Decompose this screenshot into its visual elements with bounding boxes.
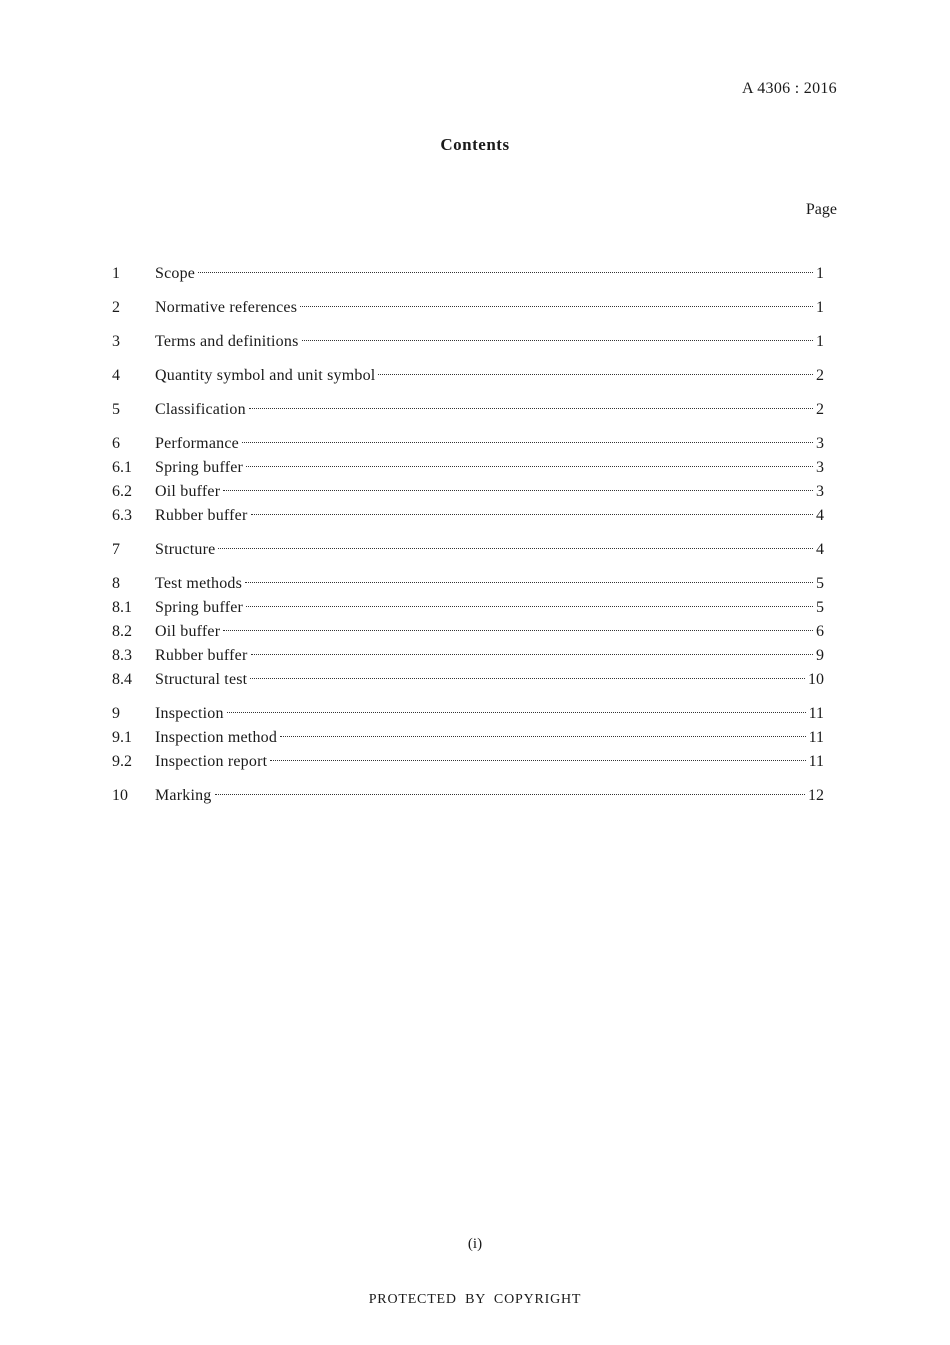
page-title: Contents (440, 135, 510, 154)
toc-leader (300, 306, 813, 307)
toc-label: Performance (155, 435, 239, 452)
toc-entry[interactable] (112, 432, 824, 456)
toc-entry[interactable] (112, 364, 824, 388)
toc-label: Classification (155, 401, 246, 418)
toc-entry[interactable] (112, 750, 824, 774)
toc-label: Inspection method (155, 729, 278, 746)
toc-label: Marking (155, 787, 212, 804)
toc-page: 1 (816, 265, 824, 282)
toc-page: 4 (816, 541, 824, 558)
toc-leader (223, 630, 813, 631)
toc-leader (302, 340, 814, 341)
toc-entry[interactable] (112, 538, 824, 562)
toc-leader (250, 678, 805, 679)
toc-number: 6 (112, 435, 120, 452)
toc-entry[interactable] (112, 330, 824, 354)
toc-number: 9 (112, 705, 120, 722)
toc-label: Test methods (155, 575, 243, 592)
toc-number: 8.4 (112, 671, 132, 688)
toc-label: Inspection report (155, 753, 268, 770)
toc-leader (215, 794, 805, 795)
toc-leader (242, 442, 813, 443)
toc-leader (198, 272, 813, 273)
toc-page: 2 (816, 367, 824, 384)
toc-leader (218, 548, 813, 549)
toc-page: 1 (816, 299, 824, 316)
toc-label: Structural test (155, 671, 248, 688)
toc-page: 9 (816, 647, 824, 664)
toc-entry[interactable] (112, 456, 824, 480)
toc-label: Rubber buffer (155, 507, 248, 524)
toc-page: 1 (816, 333, 824, 350)
toc-page: 10 (808, 671, 824, 688)
toc-page: 6 (816, 623, 824, 640)
toc-leader (378, 374, 813, 375)
table-of-contents (112, 262, 824, 808)
toc-entry[interactable] (112, 572, 824, 596)
toc-number: 6.2 (112, 483, 132, 500)
toc-number: 7 (112, 541, 120, 558)
toc-number: 9.1 (112, 729, 132, 746)
toc-page: 3 (816, 435, 824, 452)
toc-entry[interactable] (112, 644, 824, 668)
toc-label: Scope (155, 265, 196, 282)
toc-label: Terms and definitions (155, 333, 299, 350)
toc-label: Normative references (155, 299, 298, 316)
toc-label: Quantity symbol and unit symbol (155, 367, 376, 384)
toc-label: Structure (155, 541, 216, 558)
toc-page: 5 (816, 575, 824, 592)
toc-label: Oil buffer (155, 483, 221, 500)
toc-label: Spring buffer (155, 599, 244, 616)
toc-number: 8 (112, 575, 120, 592)
toc-page: 3 (816, 483, 824, 500)
toc-page: 11 (808, 705, 824, 722)
toc-number: 4 (112, 367, 120, 384)
toc-entry[interactable] (112, 784, 824, 808)
toc-label: Inspection (155, 705, 224, 722)
toc-number: 2 (112, 299, 120, 316)
toc-leader (270, 760, 805, 761)
toc-label: Oil buffer (155, 623, 221, 640)
toc-number: 8.2 (112, 623, 132, 640)
copyright-notice: PROTECTED BY COPYRIGHT (368, 1292, 582, 1307)
toc-page: 3 (816, 459, 824, 476)
toc-page: 12 (808, 787, 824, 804)
page-column-label: Page (805, 201, 837, 218)
toc-number: 10 (112, 787, 128, 804)
toc-number: 9.2 (112, 753, 132, 770)
toc-entry[interactable] (112, 620, 824, 644)
page-folio: (i) (467, 1236, 483, 1252)
toc-leader (280, 736, 806, 737)
toc-leader (246, 466, 813, 467)
toc-number: 6.1 (112, 459, 132, 476)
toc-number: 8.1 (112, 599, 132, 616)
toc-number: 8.3 (112, 647, 132, 664)
toc-label: Rubber buffer (155, 647, 248, 664)
toc-leader (251, 514, 814, 515)
toc-number: 1 (112, 265, 120, 282)
toc-label: Spring buffer (155, 459, 244, 476)
toc-entry[interactable] (112, 480, 824, 504)
toc-leader (223, 490, 813, 491)
toc-entry[interactable] (112, 262, 824, 286)
toc-number: 6.3 (112, 507, 132, 524)
toc-entry[interactable] (112, 726, 824, 750)
toc-entry[interactable] (112, 596, 824, 620)
toc-page: 11 (808, 753, 824, 770)
toc-leader (227, 712, 806, 713)
toc-entry[interactable] (112, 504, 824, 528)
toc-number: 3 (112, 333, 120, 350)
toc-page: 11 (808, 729, 824, 746)
toc-entry[interactable] (112, 398, 824, 422)
toc-entry[interactable] (112, 668, 824, 692)
toc-page: 2 (816, 401, 824, 418)
toc-leader (249, 408, 813, 409)
toc-number: 5 (112, 401, 120, 418)
toc-page: 5 (816, 599, 824, 616)
toc-entry[interactable] (112, 296, 824, 320)
toc-leader (251, 654, 814, 655)
toc-page: 4 (816, 507, 824, 524)
toc-leader (245, 582, 813, 583)
toc-leader (246, 606, 813, 607)
toc-entry[interactable] (112, 702, 824, 726)
standard-number: A 4306 : 2016 (741, 80, 837, 97)
